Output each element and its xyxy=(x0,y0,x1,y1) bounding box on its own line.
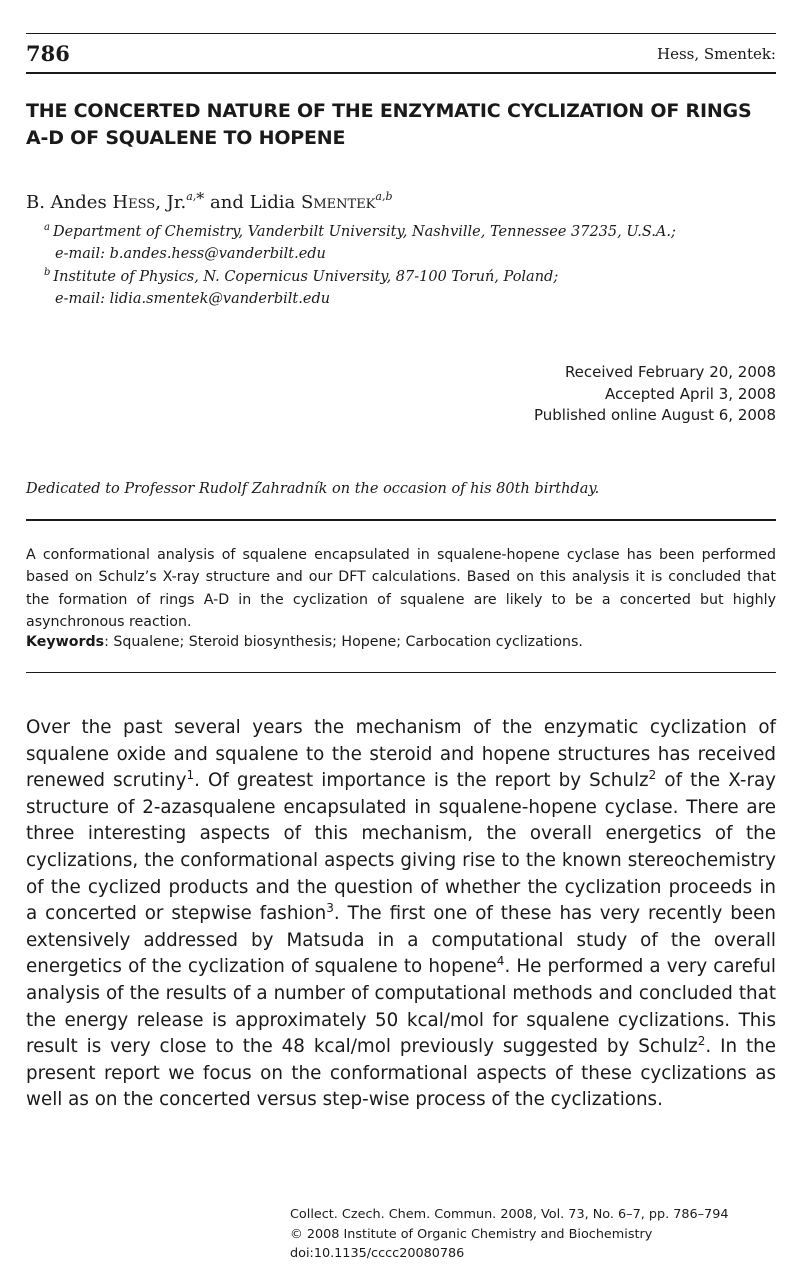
author-1-surname: Hess xyxy=(112,192,156,213)
dedication: Dedicated to Professor Rudolf Zahradník on the occasion of his 80th birthday. xyxy=(26,481,600,497)
reference-2[interactable]: 2 xyxy=(648,768,657,783)
author-1-affil-mark: a, xyxy=(186,190,197,203)
author-2-affil-mark: a,b xyxy=(375,190,393,203)
author-1-given: B. Andes xyxy=(26,192,107,213)
reference-2-repeat[interactable]: 2 xyxy=(697,1034,706,1049)
body-paragraph xyxy=(26,715,776,1114)
reference-3[interactable]: 3 xyxy=(326,901,334,916)
page-number: 786 xyxy=(26,41,70,66)
header-bottom-rule xyxy=(26,72,776,74)
journal-citation: Collect. Czech. Chem. Commun. 2008, Vol. 73, No. 6–7, pp. 786–794 xyxy=(290,1207,729,1222)
doi-line[interactable]: doi:10.1135/cccc20080786 xyxy=(290,1246,465,1261)
body-text-5: . He performed a very careful analysis of the results of a number of computational methods and concluded that the energy release is approximately 50 kcal/mol for squalene cyclizations. This result is very close to the 48 kcal/mol previously suggested by Schulz xyxy=(26,956,776,1058)
body-text-3: of the X-ray structure of 2-azasqualene encapsulated in squalene-hopene cyclase. There are three interesting aspects of this mechanism, the overall energetics of the cyclizations, the conformational aspects giving rise to the known stereochemistry of the cyclized products and the question of whether the cyclization proceeds in a concerted or stepwise fashion xyxy=(26,770,777,925)
journal-footer xyxy=(290,1205,728,1264)
body-text-6: . In the present report we focus on the conformational aspects of these cyclizations as well as on the concerted versus step-wise process of the cyclizations. xyxy=(26,1036,776,1111)
abstract: A conformational analysis of squalene encapsulated in squalene-hopene cyclase has been performed based on Schulz’s X-ray structure and our DFT calculations. Based on this analysis it is concluded that the formation of rings A-D in the cyclization of squalene are likely to be a concerted but highly asynchronous reaction. xyxy=(26,547,776,631)
copyright-line: © 2008 Institute of Organic Chemistry and Biochemistry xyxy=(290,1226,653,1242)
abstract-bottom-rule xyxy=(26,672,776,673)
corresponding-star: * xyxy=(196,189,205,208)
author-2-surname: Smentek xyxy=(301,192,376,213)
author-line xyxy=(26,189,393,213)
abstract-top-rule xyxy=(26,519,776,521)
running-head: Hess, Smentek: xyxy=(657,45,776,63)
body-text-1: Over the past several years the mechanism of the enzymatic cyclization of squalene oxide and squalene to the steroid and hopene structures has received renewed scrutiny xyxy=(26,717,776,792)
header-top-rule xyxy=(26,33,776,34)
keywords-list: : Squalene; Steroid biosynthesis; Hopene; Carbocation cyclizations. xyxy=(104,634,583,650)
body-text-2: . Of greatest importance is the report by Schulz xyxy=(194,770,649,792)
affiliation-b-address: Institute of Physics, N. Copernicus University, 87-100 Toruń, Poland; xyxy=(53,269,559,285)
affiliation-b-mark: b xyxy=(44,267,51,278)
keywords-label: Keywords xyxy=(26,634,105,650)
author-1-suffix: , Jr. xyxy=(155,192,187,213)
article-title: THE CONCERTED NATURE OF THE ENZYMATIC CYCLIZATION OF RINGS A-D OF SQUALENE TO HOPENE xyxy=(26,100,752,149)
keywords xyxy=(26,634,583,650)
affiliation-a-address: Department of Chemistry, Vanderbilt University, Nashville, Tennessee 37235, U.S.A.; xyxy=(52,224,676,240)
reference-1[interactable]: 1 xyxy=(186,768,195,783)
affiliation-a xyxy=(44,217,676,265)
accepted-date: Accepted April 3, 2008 xyxy=(605,384,776,403)
reference-4[interactable]: 4 xyxy=(496,954,505,969)
affiliation-b xyxy=(44,262,558,310)
publication-dates xyxy=(534,362,776,427)
affiliation-b-email: e-mail: lidia.smentek@vanderbilt.edu xyxy=(55,291,331,307)
body-text-4: . The first one of these has very recently been extensively addressed by Matsuda in a computational study of the overall energetics of the cyclization of squalene to hopene xyxy=(26,903,776,978)
received-date: Received February 20, 2008 xyxy=(564,363,776,381)
author-conjunction: and Lidia xyxy=(204,192,302,213)
published-date: Published online August 6, 2008 xyxy=(533,406,776,424)
page-header xyxy=(26,41,776,67)
affiliation-a-email: e-mail: b.andes.hess@vanderbilt.edu xyxy=(55,246,326,262)
affiliation-a-mark: a xyxy=(44,222,50,233)
